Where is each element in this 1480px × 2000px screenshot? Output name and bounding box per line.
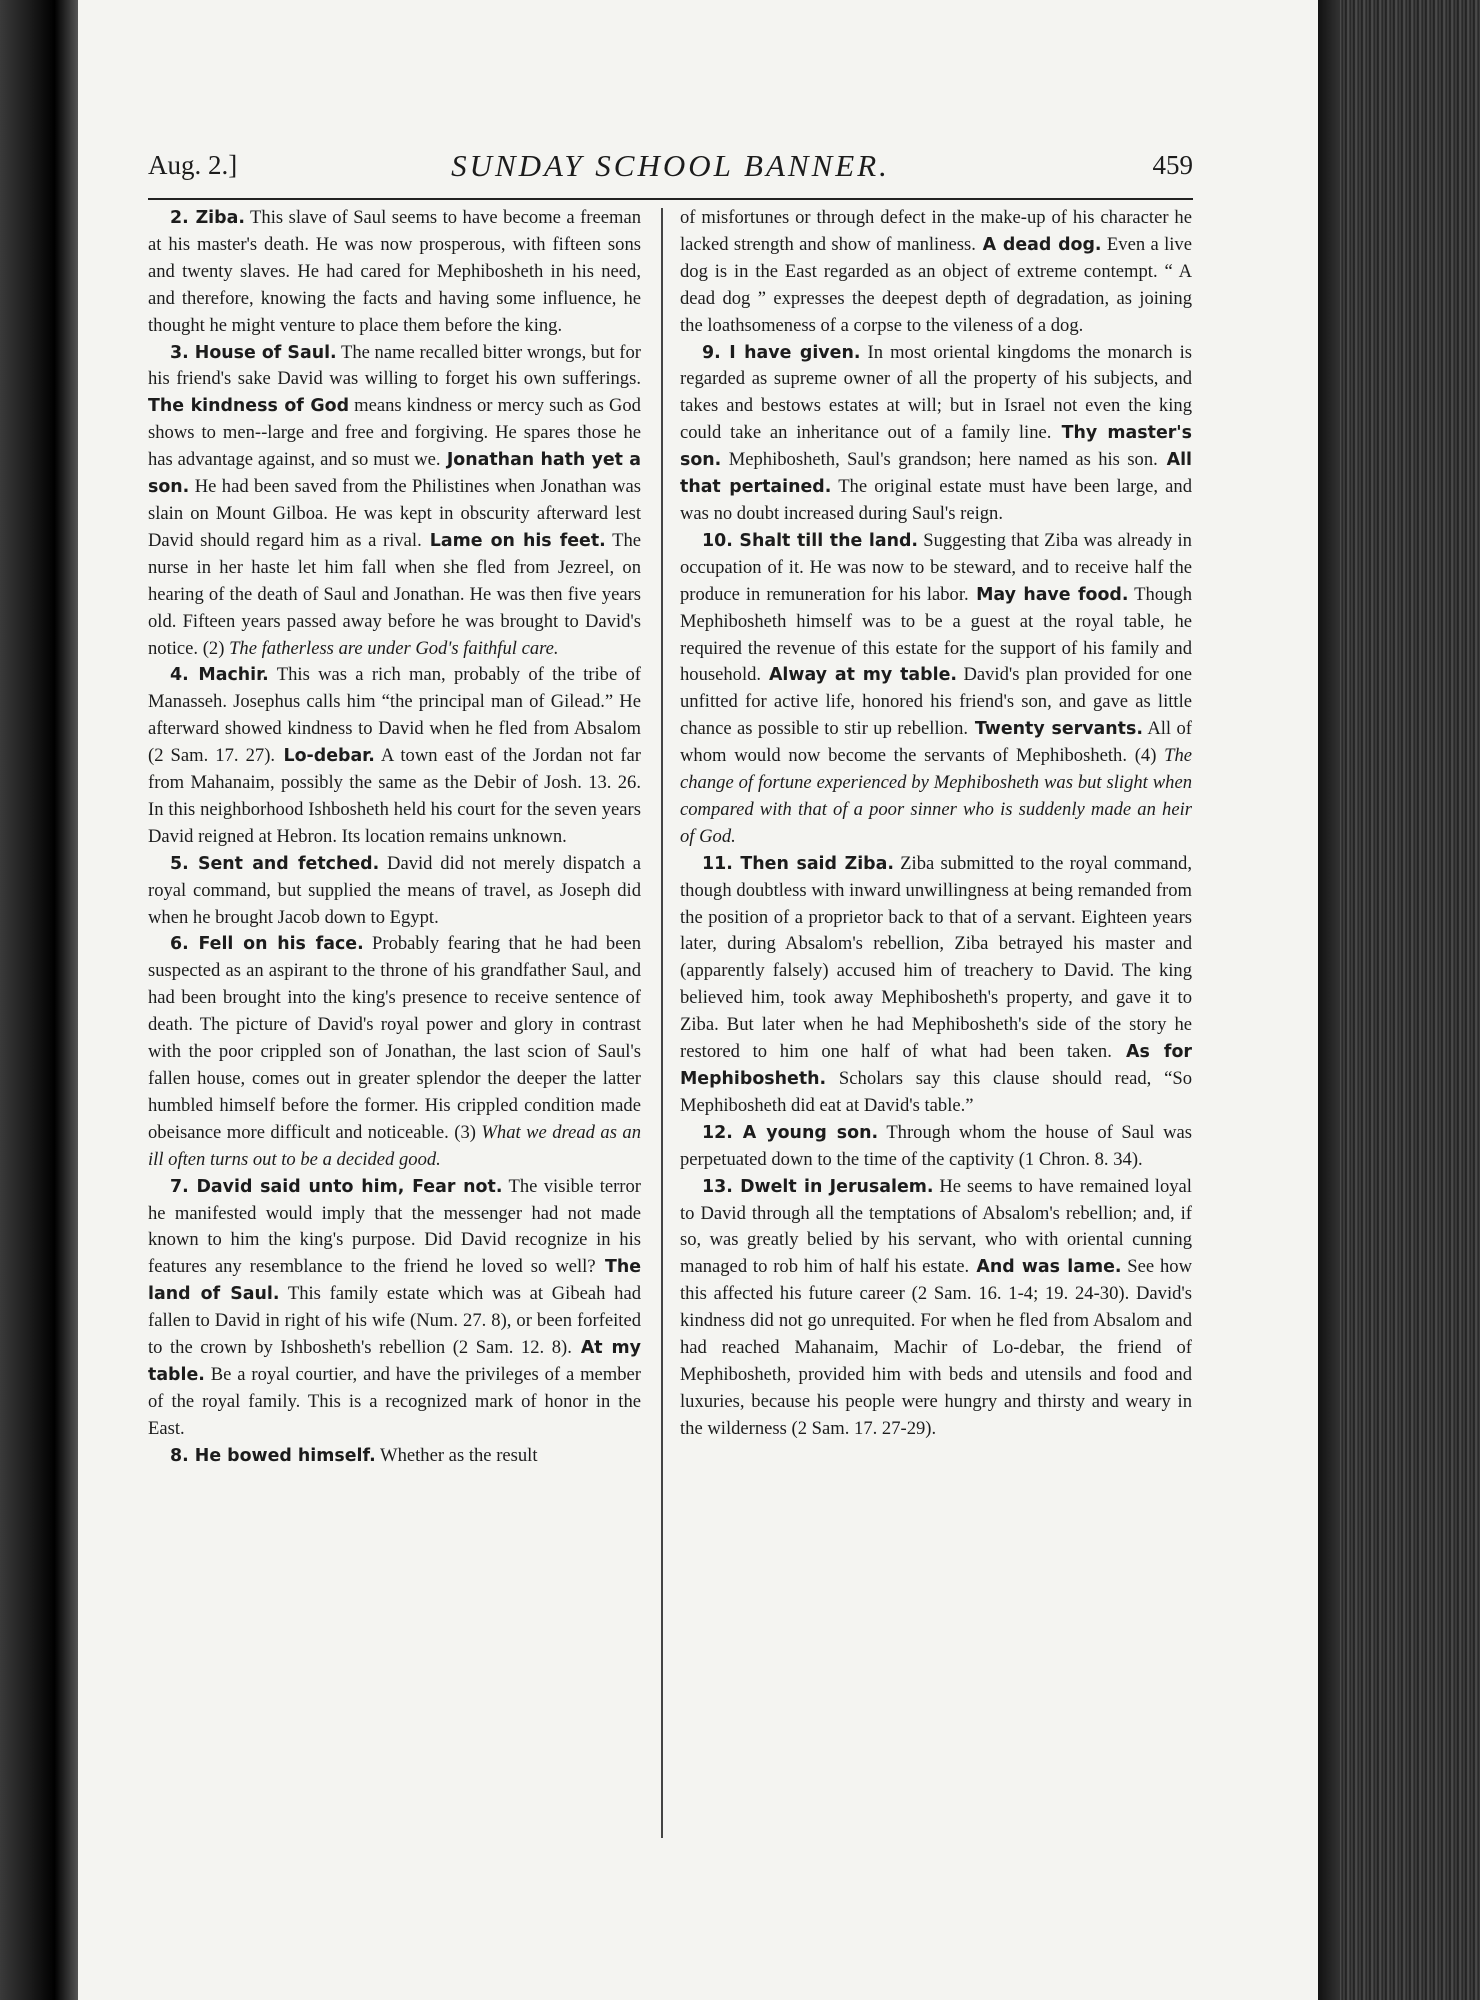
note-paragraph — [680, 340, 1192, 528]
note-text: See how this affected his future career (2 Sam. 16. 1-4; 19. 24-30). David's kindness did not go unrequited. For when he fled from Absalom and had reached Mahanaim, Machir of Lo-debar, the friend of Mephibosheth, provided him with beds and utensils and food and luxuries, because his people were hungry and thirsty and weary in the wilderness (2 Sam. 17. 27-29). — [680, 1256, 1192, 1439]
verse-lemma: All that pertained. — [680, 450, 1193, 498]
verse-lemma: 11. Then said Ziba. — [702, 853, 894, 874]
verse-lemma: 6. Fell on his face. — [170, 934, 364, 955]
note-text: This family estate which was at Gibeah had fallen to David in right of his wife (Num. 27. 8), or been forfeited to the crown by Ishbosheth's rebellion (2 Sam. 12. 8). — [148, 1283, 641, 1359]
note-paragraph — [680, 1120, 1192, 1174]
note-text: A town east of the Jordan not far from Mahanaim, possibly the same as the Debir of Josh. 13. 26. In this neighborhood Ishbosheth held his court for the seven years David reigned at Hebron. Its location remains unknown. — [148, 745, 641, 847]
verse-lemma: Lame on his feet. — [421, 530, 606, 551]
note-text: Be a royal courtier, and have the privileges of a member of the royal family. This is a recognized mark of honor in the East. — [148, 1363, 641, 1439]
book-binding-edge — [0, 0, 78, 2000]
verse-lemma: 12. A young son. — [702, 1122, 879, 1143]
verse-lemma: And was lame. — [969, 1257, 1122, 1278]
verse-lemma: Jonathan hath yet a son. — [148, 450, 641, 498]
note-text: He seems to have remained loyal to David through all the temptations of Absalom's rebellion; and, if so, was greatly belied by his servant, who with oriental cunning managed to rob him of half his estate. — [680, 1175, 1192, 1278]
note-paragraph — [680, 851, 1192, 1120]
note-text: of misfortunes or through defect in the make-up of his character he lacked strength and show of manliness. — [680, 207, 1192, 255]
application-note: What we dread as an ill often turns out to be a decided good. — [148, 1121, 642, 1170]
note-text: In most oriental kingdoms the monarch is regarded as supreme owner of all the property of his subjects, and takes and bestows estates at will; but in Israel not even the king could take an inheritance out of a family line. — [680, 341, 1192, 444]
verse-lemma: Lo-debar. — [275, 746, 375, 767]
verse-lemma: A dead dog. — [975, 234, 1102, 255]
verse-lemma: Twenty servants. — [968, 719, 1143, 740]
note-paragraph — [680, 205, 1192, 340]
note-paragraph — [148, 662, 641, 850]
note-text: The name recalled bitter wrongs, but for his friend's sake David was willing to forget his own sufferings. — [148, 341, 641, 390]
note-text: Through whom the house of Saul was perpetuated down to the time of the captivity (1 Chron. 8. 34). — [680, 1121, 1192, 1170]
verse-lemma: 10. Shalt till the land. — [702, 530, 919, 551]
verse-lemma: At my table. — [148, 1338, 642, 1385]
note-text: Probably fearing that he had been suspected as an aspirant to the throne of his grandfather Saul, and had been brought into the king's presence to receive sentence of death. The picture of David's royal power and glory in contrast with the poor crippled son of Jonathan, the last scion of Saul's fallen house, comes out in greater splendor the deeper the latter humbled himself before the former. His crippled condition made obeisance more difficult and noticeable. (3) — [148, 933, 641, 1143]
verse-lemma: 7. David said unto him, Fear not. — [170, 1176, 503, 1197]
note-text: All of whom would now become the servants of Mephibosheth. (4) — [680, 718, 1192, 767]
header-title: SUNDAY SCHOOL BANNER. — [451, 148, 890, 183]
note-text: Ziba submitted to the royal command, though doubtless with inward unwillingness at being remanded from the position of a proprietor back to that of a servant. Eighteen years later, during Absalom's rebellion, Ziba betrayed his master and (apparently falsely) accused him of treachery to David. The king believed him, took away Mephibosheth's property, and gave it to Ziba. But later when he had Mephibosheth's side of the story he restored to him one half of what had been taken. — [680, 852, 1192, 1063]
verse-lemma: 5. Sent and fetched. — [170, 853, 380, 874]
header-rule — [148, 198, 1193, 200]
verse-lemma: 9. I have given. — [702, 342, 861, 363]
verse-lemma: The kindness of God — [148, 396, 350, 417]
application-note: The fatherless are under God's faithful care. — [224, 637, 559, 659]
page-stack-edges — [1318, 0, 1480, 2000]
verse-lemma: May have food. — [968, 584, 1129, 605]
note-paragraph — [148, 931, 641, 1173]
note-text: The visible terror he manifested would imply that the messenger had not made known to him the king's purpose. Did David recognize in his features any resemblance to the friend he loved so well? — [148, 1175, 641, 1278]
right-column — [680, 205, 1192, 1443]
verse-lemma: Alway at my table. — [761, 665, 957, 686]
note-paragraph — [148, 1174, 641, 1443]
verse-lemma: 4. Machir. — [170, 665, 269, 686]
note-paragraph — [148, 205, 641, 340]
header-date: Aug. 2.] — [148, 150, 238, 180]
application-note: The change of fortune experienced by Mephibosheth was but slight when compared with that of a poor sinner who is suddenly made an heir of God. — [680, 745, 1192, 847]
verse-lemma: The land of Saul. — [148, 1257, 642, 1305]
note-text: He had been saved from the Philistines when Jonathan was slain on Mount Gilboa. He was kept in obscurity afterward lest David should regard him as a rival. — [148, 476, 641, 551]
verse-lemma: 2. Ziba. — [170, 208, 245, 228]
note-text: David did not merely dispatch a royal command, but supplied the means of travel, as Joseph did when he brought Jacob down to Egypt. — [148, 852, 641, 928]
page-number: 459 — [1152, 150, 1193, 180]
column-divider — [661, 208, 663, 1838]
verse-lemma: 13. Dwelt in Jerusalem. — [702, 1176, 934, 1197]
note-paragraph — [680, 1174, 1192, 1443]
note-paragraph — [680, 528, 1192, 851]
note-text: The nurse in her haste let him fall when she fled from Jezreel, on hearing of the death of Saul and Jonathan. He was then five years old. Fifteen years passed away before he was brought to David's notice. (2) — [148, 529, 641, 659]
note-text: means kindness or mercy such as God shows to men--large and free and forgiving. He spares those he has advantage against, and so must we. — [148, 395, 641, 471]
verse-lemma: Thy master's son. — [680, 423, 1192, 471]
note-text: This was a rich man, probably of the tribe of Manasseh. Josephus calls him “the principal man of Gilead.” He afterward showed kindness to David when he fled from Absalom (2 Sam. 17. 27). — [148, 664, 641, 767]
note-text: This slave of Saul seems to have become a freeman at his master's death. He was now prosperous, with fifteen sons and twenty slaves. He had cared for Mephibosheth in his need, and therefore, knowing the facts and having some influence, he thought he might venture to place them before the king. — [148, 207, 641, 336]
note-paragraph — [148, 851, 641, 932]
note-paragraph — [148, 340, 641, 663]
note-text: The original estate must have been large, and was no doubt increased during Saul's reign. — [680, 476, 1193, 524]
note-text: David's plan provided for one unfitted for active life, honored his friend's son, and gave as little chance as possible to stir up rebellion. — [680, 664, 1192, 740]
note-text: Though Mephibosheth himself was to be a guest at the royal table, he required the revenue of this estate for the support of his family and household. — [680, 583, 1193, 686]
note-text: Even a live dog is in the East regarded as an object of extreme contempt. “ A dead dog ” expresses the deepest depth of degradation, as joining the loathsomeness of a corpse to the vileness of a dog. — [680, 233, 1192, 336]
left-column — [148, 205, 641, 1470]
verse-lemma: 3. House of Saul. — [170, 342, 337, 363]
note-text: Whether as the result — [375, 1444, 538, 1466]
running-header — [148, 146, 1193, 196]
note-text: Scholars say this clause should read, “So Mephibosheth did eat at David's table.” — [680, 1068, 1192, 1116]
note-text: Mephibosheth, Saul's grandson; here named as his son. — [721, 449, 1158, 471]
note-text: Suggesting that Ziba was already in occupation of it. He was now to be steward, and to receive half the produce in remuneration for his labor. — [680, 529, 1192, 605]
verse-lemma: As for Mephibosheth. — [680, 1042, 1192, 1089]
note-paragraph — [148, 1443, 641, 1470]
verse-lemma: 8. He bowed himself. — [170, 1445, 376, 1466]
